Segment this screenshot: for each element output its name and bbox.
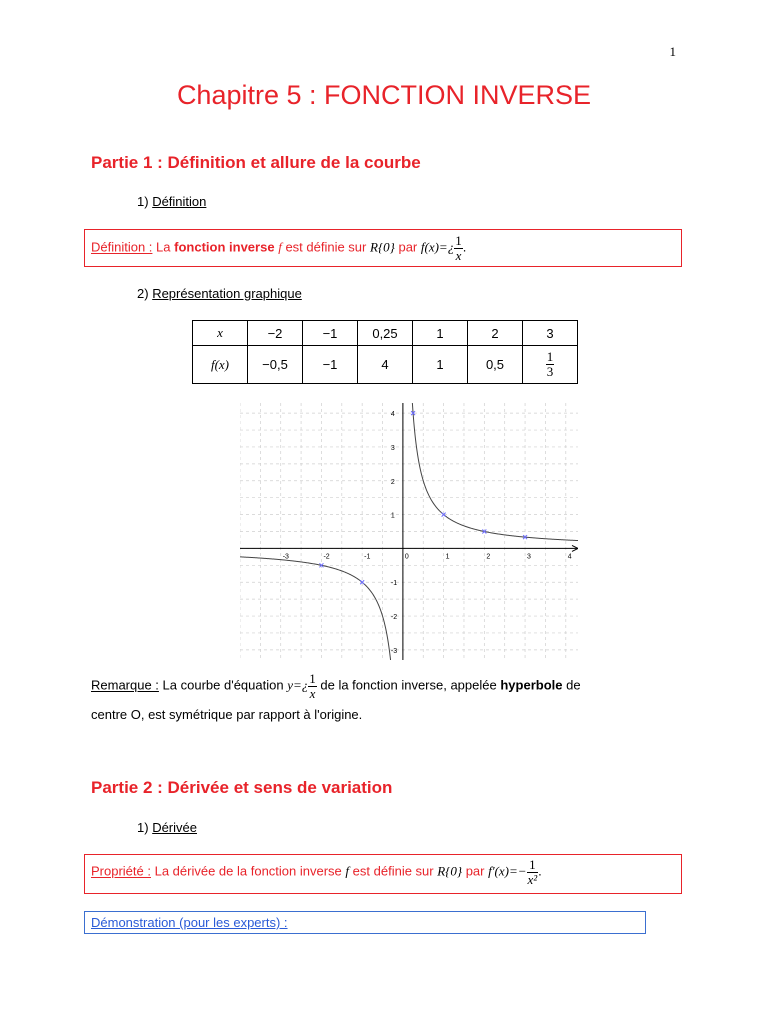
y-tick-label: 4 [390,411,395,419]
definition-f-symbol: f [278,239,282,255]
subheading-number: 1) [137,820,149,835]
property-text: par [465,863,485,879]
x-tick-label: -1 [364,553,371,561]
x-tick-label: 0 [404,553,409,561]
table-cell: 0,25 [358,321,413,346]
demonstration-label: Démonstration (pour les experts) : [91,915,288,930]
fraction-denominator: x² [527,871,538,887]
table-cell: 1 [413,346,468,384]
table-row-fx [193,346,578,384]
remark-label: Remarque : [91,677,159,693]
definition-domain: R{0} [370,239,395,255]
subheading-label: Représentation graphique [152,286,302,301]
definition-text: est définie sur [285,239,367,255]
table-header-x: x [193,321,248,346]
y-tick-label: 3 [390,444,395,452]
table-cell: 2 [468,321,523,346]
fraction-numerator: 1 [309,671,316,686]
part1-title: Partie 1 : Définition et allure de la courbe [91,153,421,172]
part2-title: Partie 2 : Dérivée et sens de variation [91,778,393,797]
definition-label: Définition : [91,239,153,255]
x-tick-label: -3 [282,553,289,561]
property-label: Propriété : [91,863,151,879]
page-number: 1 [669,44,676,59]
property-line [91,858,542,886]
subheading-number: 1) [137,194,149,209]
table-cell: −1 [303,321,358,346]
definition-formula: f(x)=¿ [420,239,455,255]
table-cell: −2 [248,321,303,346]
x-tick-label: 1 [445,553,450,561]
y-tick-label: -1 [390,580,398,588]
remark-line-2: centre O, est symétrique par rapport à l'origine. [91,707,363,722]
subheading-label: Dérivée [152,820,197,835]
remark-text: La courbe d'équation [162,677,284,693]
remark-text: de [566,677,581,693]
definition-text: par [398,239,418,255]
x-tick-label: -2 [323,553,330,561]
fraction-numerator: 1 [455,233,462,248]
property-text: La dérivée de la fonction inverse [154,863,342,879]
table-row-x [193,321,578,346]
definition-fraction [454,234,463,262]
chapter-title: Chapitre 5 : FONCTION INVERSE [176,80,592,110]
fraction-numerator: 1 [546,349,554,365]
x-tick-label: 2 [486,553,491,561]
table-cell: 0,5 [468,346,523,384]
x-tick-label: 3 [527,553,531,561]
fraction-denominator: x [455,247,462,263]
table-cell: 1 [413,321,468,346]
subheading-label: Définition [152,194,207,209]
table-cell: 3 [523,321,578,346]
table-cell: −0,5 [248,346,303,384]
fraction-numerator: 1 [527,858,539,873]
hyperbola-branch-positive [412,403,578,541]
y-tick-label: -3 [390,647,398,655]
property-period: . [538,863,542,879]
table-cell: −1 [303,346,358,384]
table-header-fx: f(x) [193,346,248,384]
property-box [84,854,682,894]
part1-subheading-definition [137,194,206,209]
fraction-denominator: x [309,685,316,701]
x-tick-label: 4 [567,553,572,561]
remark-line-1 [91,672,581,700]
fraction [546,350,555,378]
definition-bold-term: fonction inverse [174,239,275,255]
definition-box [84,229,682,267]
definition-line [91,234,466,262]
table-cell-fraction [523,346,578,384]
remark-text: de la fonction inverse, appelée [320,677,497,693]
y-tick-label: 2 [390,478,395,486]
part2-subheading-derivative [137,820,197,835]
property-text: est définie sur [352,863,434,879]
demonstration-box [84,911,646,934]
values-table [192,320,578,384]
hyperbola-branch-negative [240,557,391,660]
subheading-number: 2) [137,286,149,301]
definition-period: . [462,239,467,255]
remark-bold-term: hyperbole [500,677,563,693]
fraction-denominator: 3 [546,364,554,379]
definition-text: La [156,239,171,255]
property-fraction [527,858,539,886]
table-cell: 4 [358,346,413,384]
part1-subheading-graph [137,286,302,301]
property-domain: R{0} [437,863,463,879]
property-formula: f'(x)=− [488,863,527,879]
property-f-symbol: f [345,863,350,879]
hyperbola-graph [240,403,578,660]
remark-equation: y=¿ [287,677,309,693]
y-tick-label: -2 [390,614,398,622]
y-tick-label: 1 [390,512,395,520]
remark-fraction [308,672,317,700]
